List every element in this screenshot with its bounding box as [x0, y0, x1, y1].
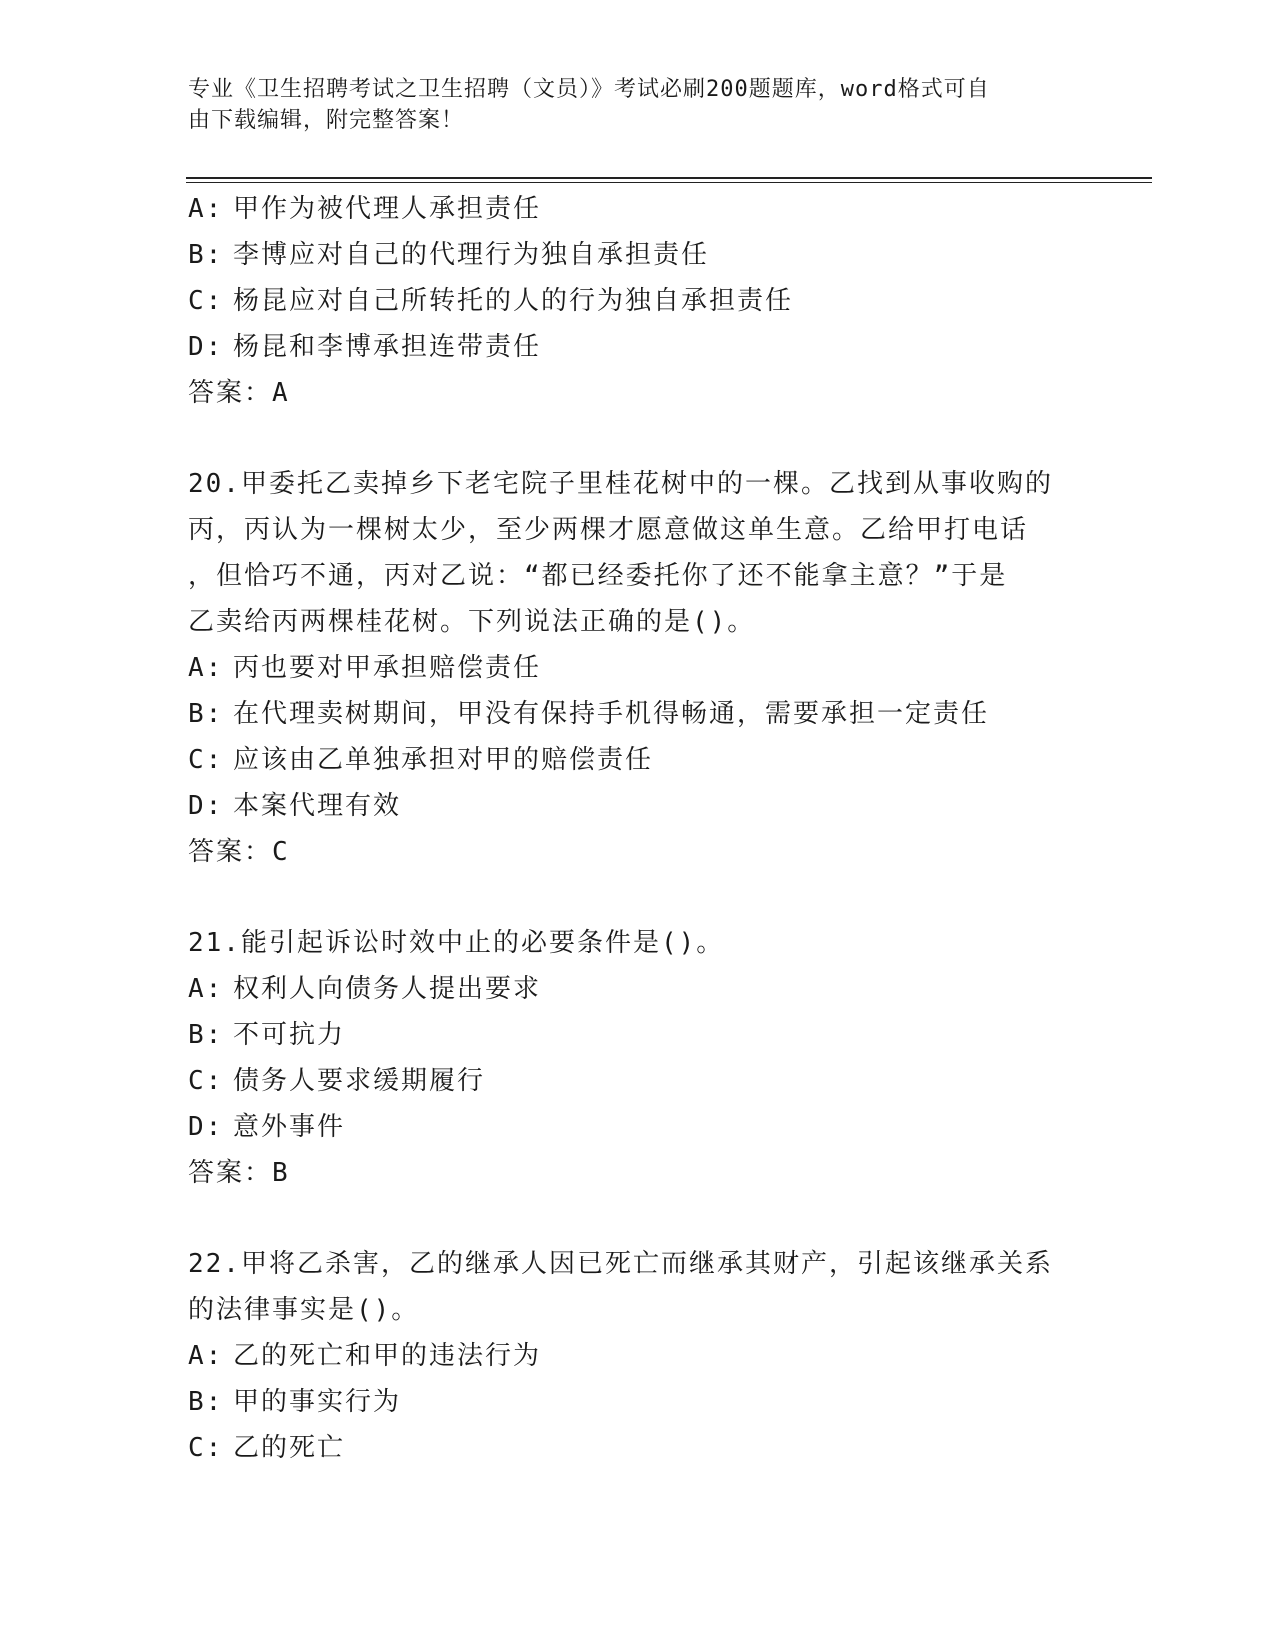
question-stem-line: ，但恰巧不通，丙对乙说：“都已经委托你了还不能拿主意？”于是: [188, 561, 1008, 591]
question-stem-line: 20.甲委托乙卖掉乡下老宅院子里桂花树中的一棵。乙找到从事收购的: [188, 469, 1053, 499]
option-c: C: 乙的死亡: [188, 1433, 346, 1463]
question-stem-line: 丙，丙认为一棵树太少，至少两棵才愿意做这单生意。乙给甲打电话: [188, 515, 1029, 545]
question-stem-line: 22.甲将乙杀害，乙的继承人因已死亡而继承其财产，引起该继承关系: [188, 1249, 1053, 1279]
question-stem-line: 的法律事实是()。: [188, 1295, 420, 1325]
option-b: B: 在代理卖树期间，甲没有保持手机得畅通，需要承担一定责任: [188, 699, 990, 729]
option-b: B: 李博应对自己的代理行为独自承担责任: [188, 240, 710, 270]
option-a: A: 丙也要对甲承担赔偿责任: [188, 653, 542, 683]
question-stem-line: 21.能引起诉讼时效中止的必要条件是()。: [188, 928, 725, 958]
question-block-22: [188, 1241, 1088, 1471]
question-block-19: [188, 186, 1088, 416]
document-header: [188, 74, 1068, 136]
option-d: D: 意外事件: [188, 1112, 346, 1142]
option-c: C: 债务人要求缓期履行: [188, 1066, 486, 1096]
option-b: B: 甲的事实行为: [188, 1387, 402, 1417]
question-block-21: [188, 920, 1088, 1196]
header-line-1: 专业《卫生招聘考试之卫生招聘（文员）》考试必刷200题题库，word格式可自: [188, 77, 990, 102]
option-a: A: 甲作为被代理人承担责任: [188, 194, 542, 224]
question-block-20: [188, 461, 1088, 875]
header-divider-thick: [186, 177, 1152, 179]
option-a: A: 权利人向债务人提出要求: [188, 974, 542, 1004]
option-c: C: 应该由乙单独承担对甲的赔偿责任: [188, 745, 654, 775]
answer-line: 答案：A: [188, 378, 290, 408]
answer-line: 答案：C: [188, 837, 290, 867]
option-d: D: 杨昆和李博承担连带责任: [188, 332, 542, 362]
answer-line: 答案：B: [188, 1158, 290, 1188]
option-a: A: 乙的死亡和甲的违法行为: [188, 1341, 542, 1371]
option-b: B: 不可抗力: [188, 1020, 346, 1050]
option-c: C: 杨昆应对自己所转托的人的行为独自承担责任: [188, 286, 794, 316]
header-divider-thin: [186, 182, 1152, 183]
header-line-2: 由下载编辑，附完整答案！: [188, 108, 465, 133]
question-list: [188, 186, 1088, 1471]
option-d: D: 本案代理有效: [188, 791, 402, 821]
question-stem-line: 乙卖给丙两棵桂花树。下列说法正确的是()。: [188, 607, 756, 637]
